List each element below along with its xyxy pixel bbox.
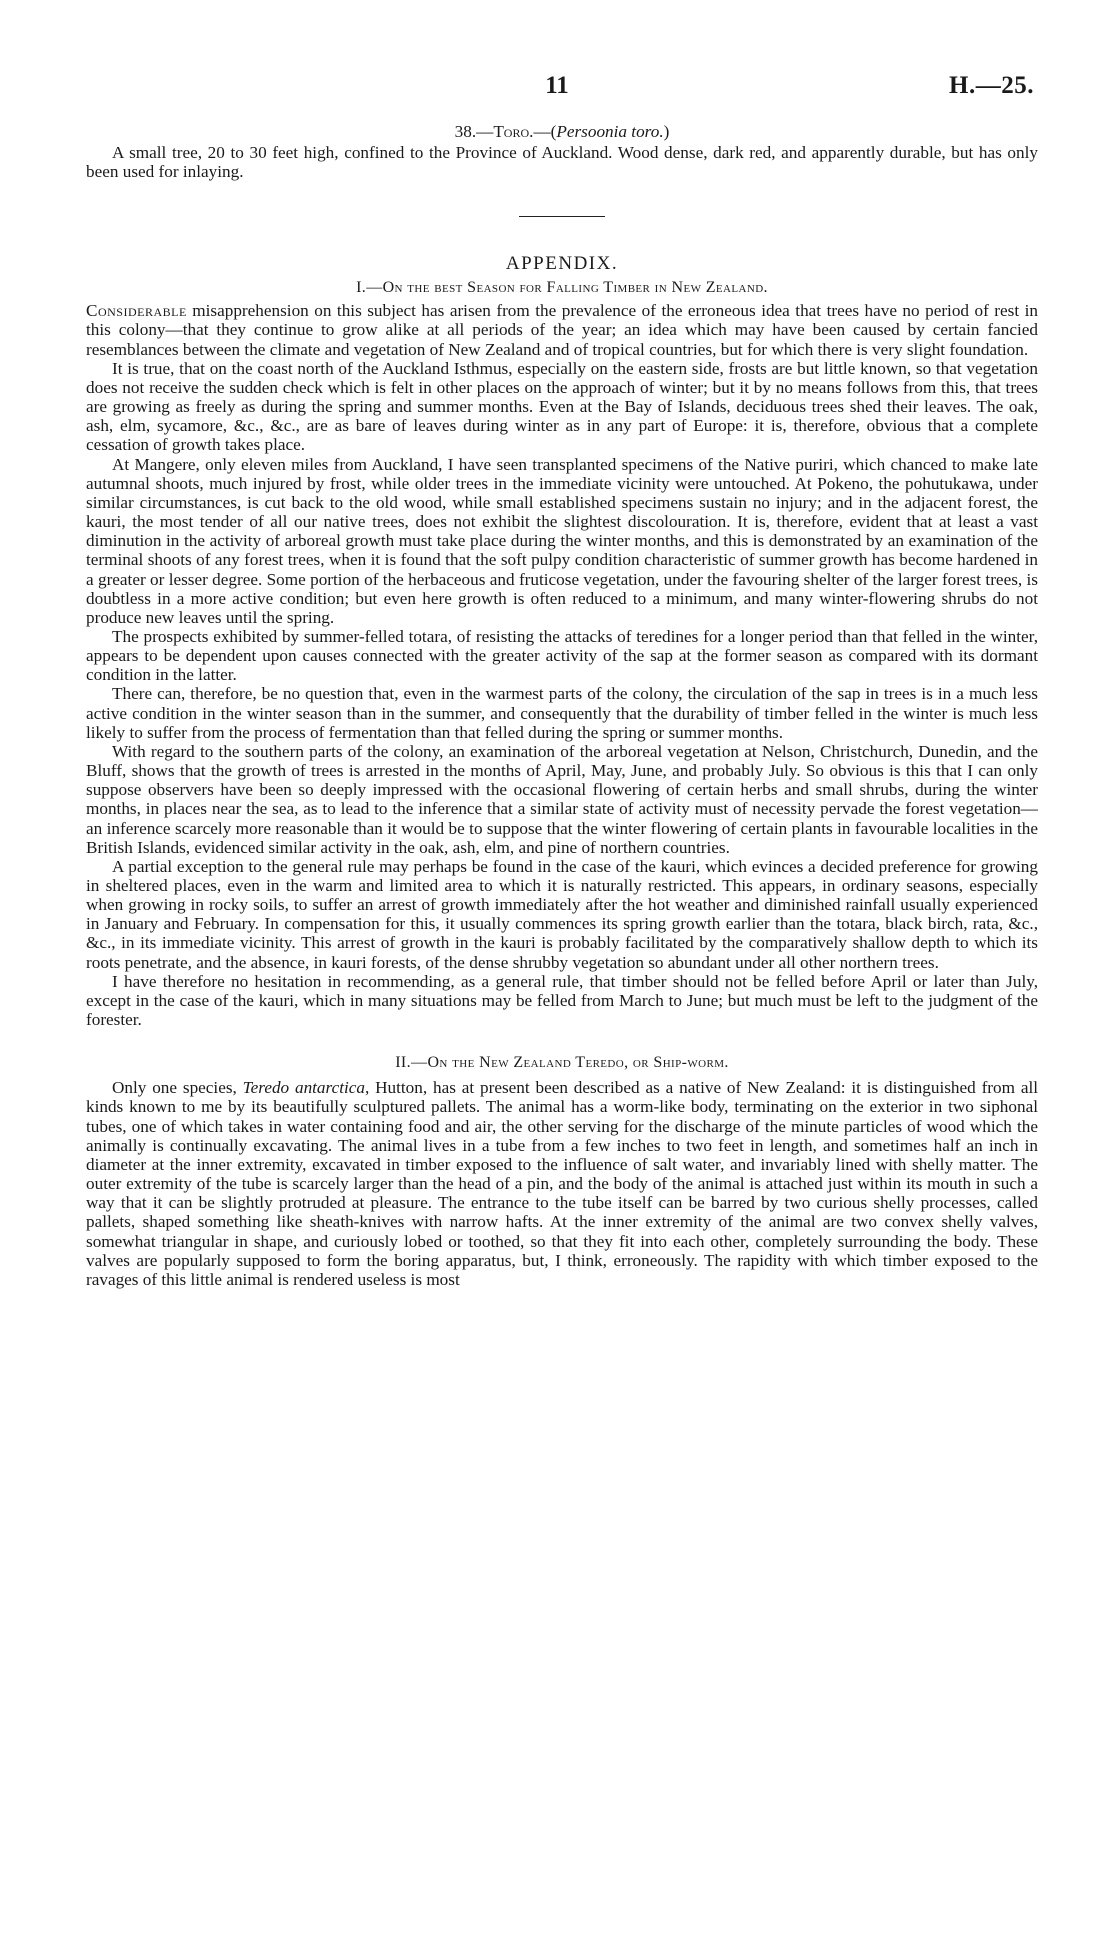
s1-paragraph-7: A partial exception to the general rule may perhaps be found in the case of the kauri, which evinces a decided preference for growing in sheltered places, even in the warm and limited area to which it is naturally restricted. This appears, in ordinary seasons, especially when growing in rocky soils, to suffer an arrest of growth immediately after the hot weather and diminished rainfall usually experienced in January and February. In compensation for this, it usually commences its spring growth earlier than the totara, black birch, rata, &c., &c., in its immediate vicinity. This arrest of growth in the kauri is probably facilitated by the comparatively shallow depth to which its roots penetrate, and the absence, in kauri forests, of the dense shrubby vegetation so abundant under all other northern trees. xyxy=(86,856,1038,972)
page-header xyxy=(0,72,1114,112)
page-number: 11 xyxy=(545,72,569,99)
entry-latin: Persoonia toro. xyxy=(556,122,664,141)
s1-paragraph-3: At Mangere, only eleven miles from Auckland, I have seen transplanted specimens of the Native puriri, which chanced to make late autumnal shoots, much injured by frost, while older trees in the immediate vicinity were untouched. At Pokeno, the pohutukawa, under similar circumstances, is cut back to the old wood, while small established specimens sustain no injury; and in the adjacent forest, the kauri, the most tender of all our native trees, does not exhibit the slightest discolouration. It is, therefore, evident that at least a vast diminution in the activity of arboreal growth must take place during the winter months, and this is demonstrated by an examination of the terminal shoots of any forest trees, when it is found that the soft pulpy condition characteristic of summer growth has become hardened in a greater or lesser degree. Some portion of the herbaceous and fruticose vegetation, under the favouring shelter of the larger forest trees, is doubtless in a more active condition; but even here growth is often reduced to a minimum, and many winter-flowering shrubs do not produce new leaves until the spring. xyxy=(86,454,1038,627)
s2-latin-name: Teredo antarctica xyxy=(242,1078,365,1098)
entry-close: ) xyxy=(663,122,670,141)
s1-paragraph-5: There can, therefore, be no question that, even in the warmest parts of the colony, the circulation of the sap in trees is in a much less active condition in the winter season than in the summer, and consequently that the durability of timber felled in the winter is much less likely to suffer from the process of fermentation than that felled during the spring or summer months. xyxy=(86,684,1038,742)
s1-paragraph-6: With regard to the southern parts of the colony, an examination of the arboreal vegetation at Nelson, Christchurch, Dunedin, and the Bluff, shows that the growth of trees is arrested in the months of April, May, June, and probably July. So obvious is this that I can only suppose observers have been so deeply impressed with the occasional flowering of certain herbs and small shrubs, during the winter months, in places near the sea, as to lead to the inference that a similar state of activity must of necessity pervade the forest vegetation—an inference scarcely more reasonable than it would be to suppose that the winter flowering of certain plants in favourable localities in the British Islands, evidenced similar activity in the oak, ash, elm, and pine of northern countries. xyxy=(86,741,1038,857)
s1-paragraph-1 xyxy=(86,301,1038,358)
section-1-heading: I.—On the best Season for Falling Timber in New Zealand. xyxy=(356,279,768,297)
s1-paragraph-8: I have therefore no hesitation in recommending, as a general rule, that timber should not be felled before April or later than July, except in the case of the kauri, which in many situations may be felled from March to June; but much must be left to the judgment of the forester. xyxy=(86,971,1038,1030)
s1-lead-word: Considerable xyxy=(86,301,187,321)
s2-p1-text: , Hutton, has at present been described as a native of New Zealand: it is distinguished from all kinds known to me by its beautifully sculptured pallets. The animal has a worm-like body, terminating on the exterior in two siphonal tubes, one of which takes in water containing food and air, the other serving for the discharge of the minute particles of wood which the animally is continually excavating. The animal lives in a tube from a few inches to two feet in length, and sometimes half an inch in diameter at the inner extremity, excavated in timber exposed to the influence of salt water, and invariably lined with shelly matter. The outer extremity of the tube is scarcely larger than the head of a pin, and the body of the animal is attached just within its mouth in such a way that it can be slightly protruded at pleasure. The entrance to the tube itself can be barred by two curious shelly processes, called pallets, shaped something like sheath-knives with narrow hafts. At the inner extremity of the animal are two convex shelly valves, somewhat triangular in shape, and curiously lobed or toothed, so that they fit into each other, completely surrounding the body. These valves are popularly supposed to form the boring apparatus, but, I think, erroneously. The rapidity with which timber exposed to the ravages of this little animal is rendered useless is most xyxy=(86,1078,1038,1289)
entry-name: 38.—Toro.—( xyxy=(454,122,557,141)
page-body xyxy=(86,122,1038,1289)
s1-paragraph-2: It is true, that on the coast north of the Auckland Isthmus, especially on the eastern side, frosts are but little known, so that vegetation does not receive the sudden check which is felt in other places on the approach of winter; but it by no means follows from this, that trees are growing as freely as during the spring and summer months. Even at the Bay of Islands, deciduous trees shed their leaves. The oak, ash, elm, sycamore, &c., &c., are as bare of leaves during winter as in any part of Europe: it is, therefore, obvious that a complete cessation of growth takes place. xyxy=(86,358,1038,455)
appendix-title: APPENDIX. xyxy=(505,253,619,275)
s2-p1-start: Only one species, xyxy=(112,1078,243,1098)
s1-p1-text: misapprehension on this subject has arisen from the prevalence of the erroneous idea that trees have no period of rest in this colony—that they continue to grow alike at all periods of the year; an idea which may have been caused by certain fancied resemblances between the climate and vegetation of New Zealand and of tropical countries, but for which there is very slight foundation. xyxy=(86,301,1038,359)
entry-text: A small tree, 20 to 30 feet high, confined to the Province of Auckland. Wood dense, dark red, and apparently durable, but has only been used for inlaying. xyxy=(86,143,1038,182)
s1-paragraph-4: The prospects exhibited by summer-felled totara, of resisting the attacks of teredines for a longer period than that felled in the winter, appears to be dependent upon causes connected with the greater activity of the sap at the former season as compared with its dormant condition in the latter. xyxy=(86,626,1038,685)
s2-paragraph-1 xyxy=(86,1078,1038,1289)
document-reference: H.—25. xyxy=(949,72,1034,99)
section-2-heading: II.—On the New Zealand Teredo, or Ship-worm. xyxy=(395,1054,729,1072)
entry-title xyxy=(86,122,1038,142)
section-divider xyxy=(519,216,605,217)
